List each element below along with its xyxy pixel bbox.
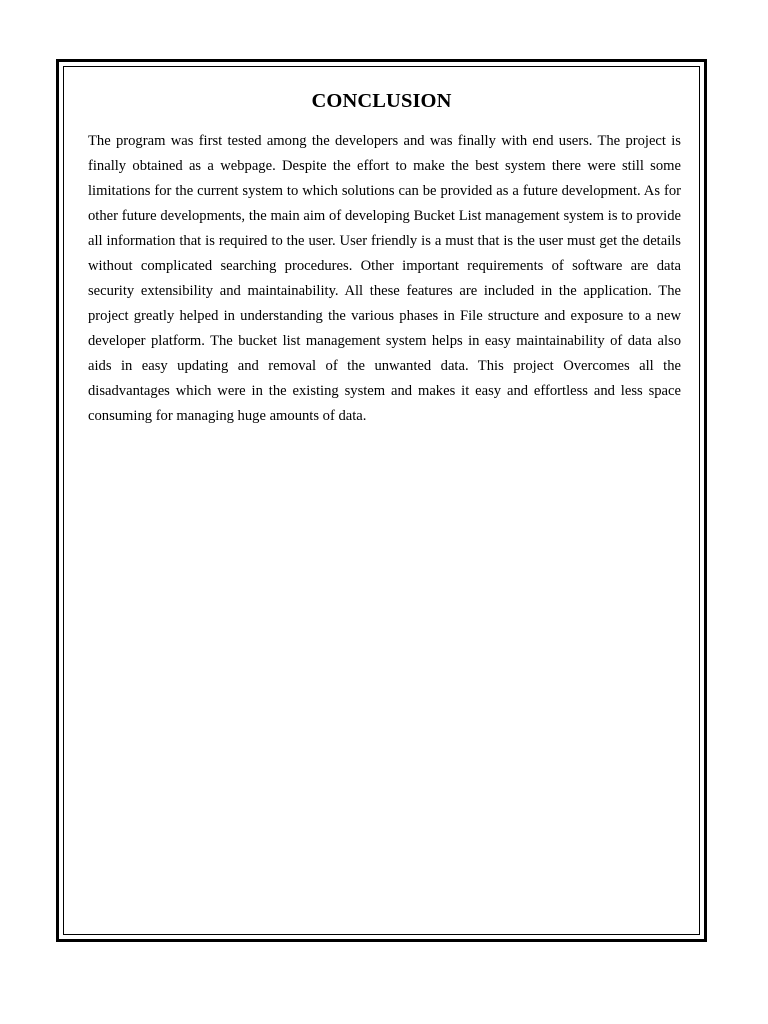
page-title: CONCLUSION [311,90,452,112]
conclusion-paragraph: The program was first tested among the developers and was finally with end users. The project is finally obtained as a webpage. Despite the effort to make the best system there were still some limitations for the current system to which solutions can be provided as a future development. As for other future developments, the main aim of developing Bucket List management system is to provide all information that is required to the user. User friendly is a must that is the user must get the details without complicated searching procedures. Other important requirements of software are data security extensibility and maintainability. All these features are included in the application. The project greatly helped in understanding the various phases in File structure and exposure to a new developer platform. The bucket list management system helps in easy maintainability of data also aids in easy updating and removal of the unwanted data. This project Overcomes all the disadvantages which were in the existing system and makes it easy and effortless and less space consuming for managing huge amounts of data. [88,133,681,424]
page-border [56,59,707,942]
